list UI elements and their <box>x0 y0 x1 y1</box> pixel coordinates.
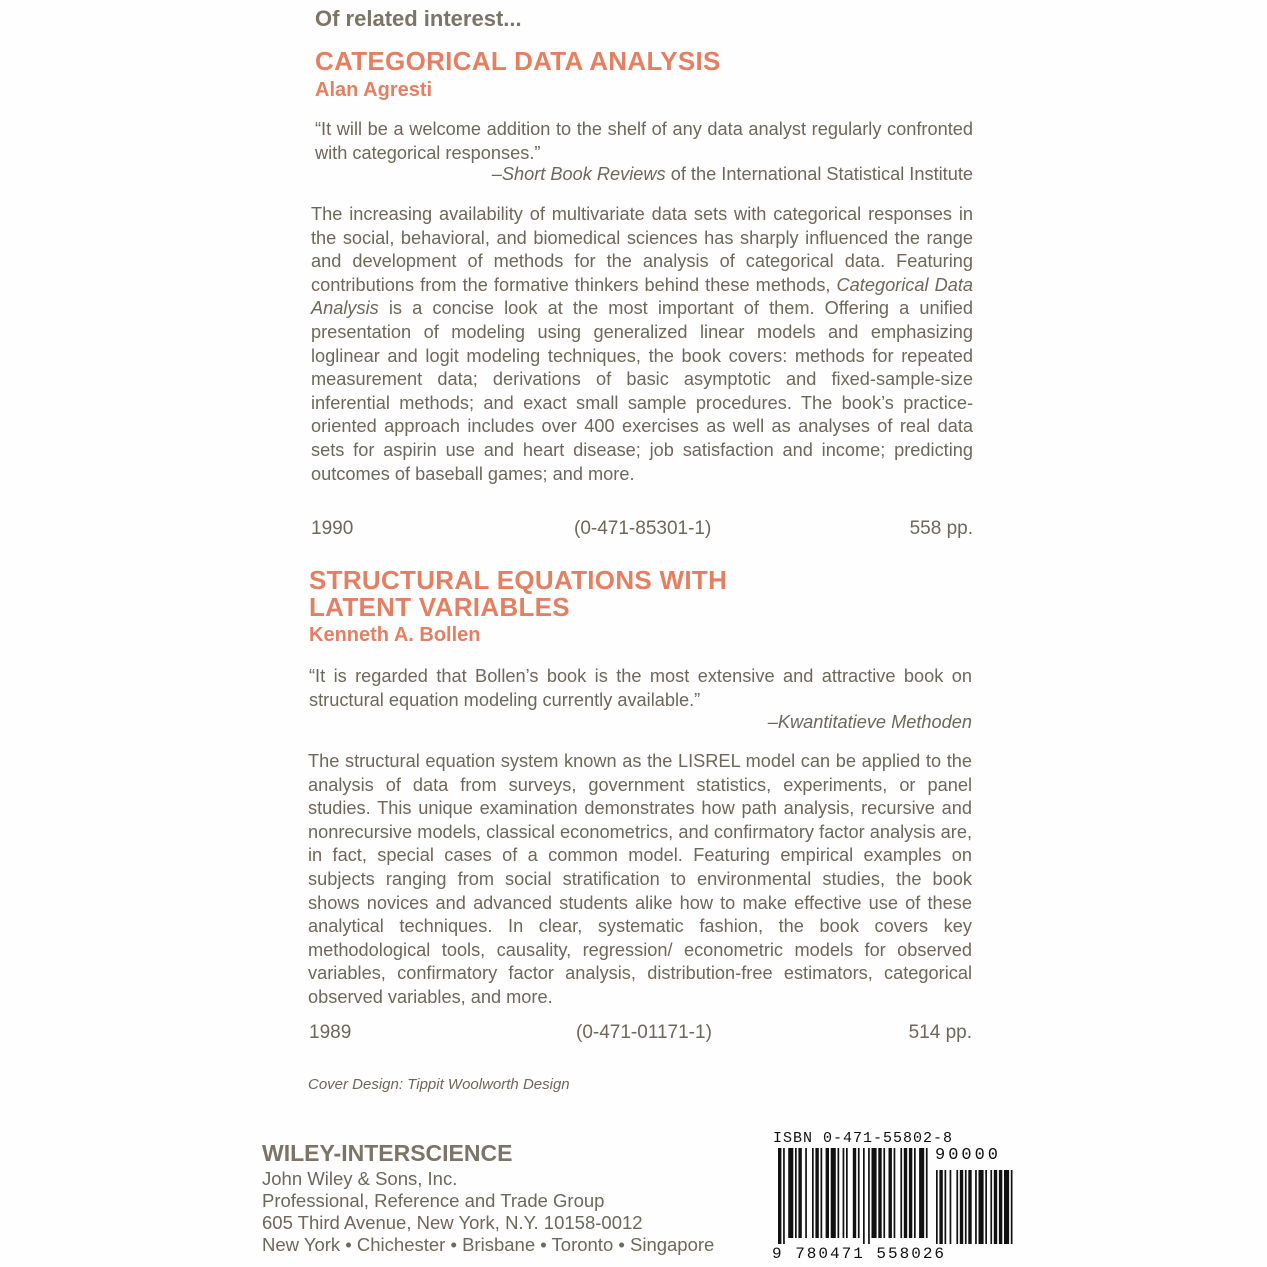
book2-title-line1: STRUCTURAL EQUATIONS WITH <box>309 565 728 595</box>
book2-quote-source: –Kwantitatieve Methoden <box>767 712 972 732</box>
publisher-name: WILEY-INTERSCIENCE <box>262 1140 513 1166</box>
book1-year: 1990 <box>311 518 354 539</box>
publisher-line-address: 605 Third Avenue, New York, N.Y. 10158-0012 <box>262 1212 643 1233</box>
book2-author: Kenneth A. Bollen <box>309 624 481 646</box>
barcode-addon-number: 90000 <box>935 1146 1002 1165</box>
book1-pages: 558 pp. <box>909 518 973 539</box>
publisher-line-company: John Wiley & Sons, Inc. <box>262 1168 458 1189</box>
book2-year: 1989 <box>309 1022 352 1043</box>
publisher-line-group: Professional, Reference and Trade Group <box>262 1190 605 1211</box>
barcode-ean-number: 9 780471 558026 <box>772 1245 947 1263</box>
book2-isbn: (0-471-01171-1) <box>576 1022 712 1043</box>
publisher-line-cities: New York • Chichester • Brisbane • Toronto • Singapore <box>262 1234 715 1255</box>
book2-pages: 514 pp. <box>908 1022 972 1043</box>
book2-quote: “It is regarded that Bollen’s book is the most extensive and attractive book on structural equation modeling currently available.” <box>309 666 972 710</box>
barcode-isbn-label: ISBN 0-471-55802-8 <box>773 1130 954 1147</box>
book2-title-line2: LATENT VARIABLES <box>309 592 570 622</box>
cover-design-credit: Cover Design: Tippit Woolworth Design <box>308 1076 570 1093</box>
book1-author: Alan Agresti <box>315 79 433 101</box>
book1-quote-source: –Short Book Reviews of the International Statistical Institute <box>491 164 973 184</box>
book1-title: CATEGORICAL DATA ANALYSIS <box>315 46 721 76</box>
book2-description: The structural equation system known as the LISREL model can be applied to the analysis of data from surveys, government statistics, experiments, or panel studies. This unique examination demonstrates how path analysis, recursive and nonrecursive models, classical econometrics, and confirmatory factor analysis are, in fact, special cases of a common model. Featuring empirical examples on subjects ranging from social stratification to environmental studies, the book shows novices and advanced students alike how to make effective use of these analytical techniques. In clear, systematic fashion, the book covers key methodological tools, causality, regression/ econometric models for observed variables, confirmatory factor analysis, distribution-free estimators, categorical observed variables, and more. <box>308 751 972 1007</box>
book1-description: The increasing availability of multivariate data sets with categorical responses in the social, behavioral, and biomedical sciences has sharply influenced the range and development of methods for the analysis of categorical data. Featuring contributions from the formative thinkers behind these methods, Categorical Data Analysis is a concise look at the most important of them. Offering a unified presentation of modeling using generalized linear models and emphasizing loglinear and logit modeling techniques, the book covers: methods for repeated measurement data; derivations of basic asymptotic and fixed-sample-size inferential methods; and exact small sample procedures. The book’s practice-oriented approach includes over 400 exercises as well as analyses of real data sets for aspirin use and heart disease; job satisfaction and income; predicting outcomes of baseball games; and more. <box>311 204 973 484</box>
book1-isbn: (0-471-85301-1) <box>574 518 712 539</box>
related-interest-heading: Of related interest... <box>315 6 522 31</box>
book1-quote: “It will be a welcome addition to the shelf of any data analyst regularly confronted with categorical responses.” <box>315 119 973 163</box>
